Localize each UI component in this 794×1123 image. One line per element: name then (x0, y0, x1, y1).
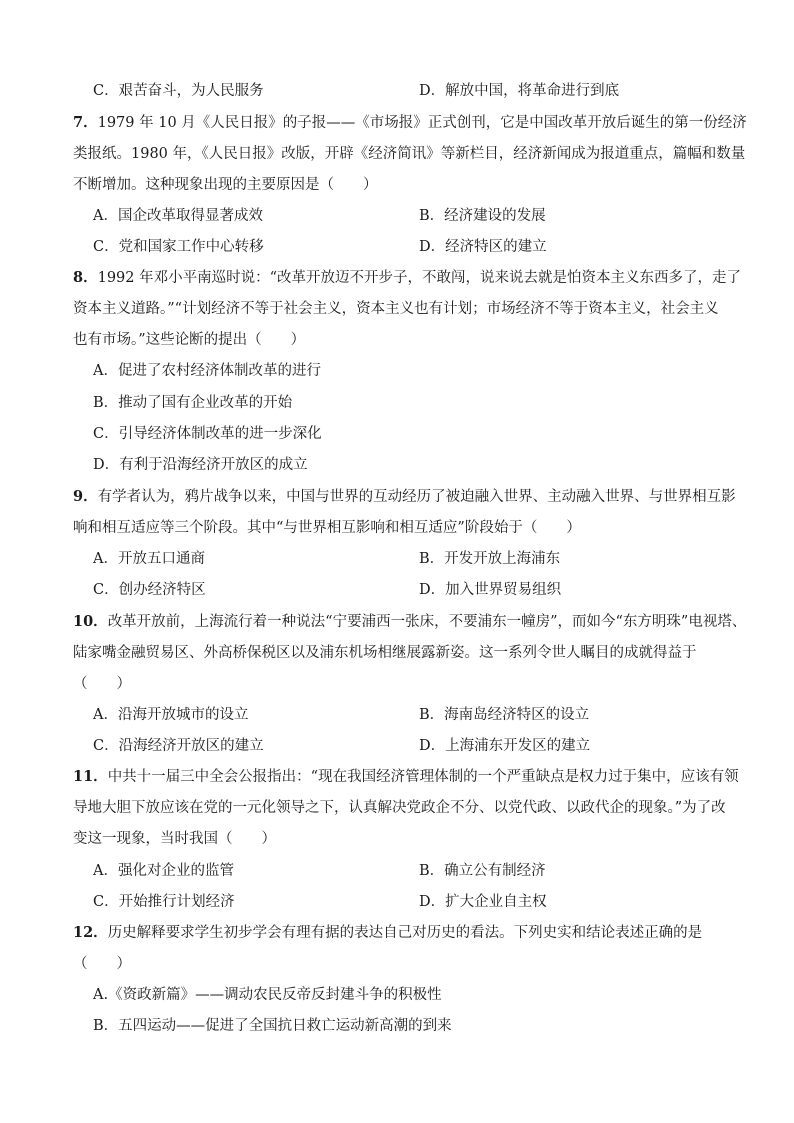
question-10-line-3: （ ） (73, 676, 131, 692)
question-7-line-1: 7．1979 年 10 月《人民日报》的子报——《市场报》正式创刊，它是中国改革开放后诞生的第一份经济 (73, 114, 747, 131)
prev-option-c: C．艰苦奋斗，为人民服务 (93, 83, 264, 99)
question-9-option-b: B．开发开放上海浦东 (419, 551, 561, 567)
question-12-option-b: B．五四运动——促进了全国抗日救亡运动新高潮的到来 (93, 1018, 452, 1034)
question-8-option-c: C．引导经济体制改革的进一步深化 (93, 426, 322, 442)
question-12-line-1: 12．历史解释要求学生初步学会有理有据的表达自己对历史的看法。下列史实和结论表述正确的是 (73, 924, 703, 941)
question-8-line-3: 也有市场。”这些论断的提出（ ） (73, 332, 306, 348)
question-9-number: 9． (73, 488, 98, 505)
question-7-number: 7． (73, 114, 98, 131)
question-7-option-c: C．党和国家工作中心转移 (93, 239, 264, 255)
question-12-line-2: （ ） (73, 956, 131, 972)
question-8-option-b: B．推动了国有企业改革的开始 (93, 395, 293, 411)
question-7-line-3: 不断增加。这种现象出现的主要原因是（ ） (73, 177, 378, 193)
question-9-option-a: A．开放五口通商 (93, 551, 205, 567)
question-8-option-a: A．促进了农村经济体制改革的进行 (93, 363, 321, 379)
question-11-option-c: C．开始推行计划经济 (93, 894, 235, 910)
question-8-option-d: D．有利于沿海经济开放区的成立 (93, 457, 308, 473)
question-9-line-2: 响和相互适应等三个阶段。其中“与世界相互影响和相互适应”阶段始于（ ） (73, 520, 581, 536)
question-8-number: 8． (73, 269, 98, 286)
question-8-line-2: 资本主义道路。”“计划经济不等于社会主义，资本主义也有计划；市场经济不等于资本主义，社会主义 (73, 301, 719, 317)
question-10-number: 10． (73, 613, 108, 630)
question-11-option-a: A．强化对企业的监管 (93, 863, 234, 879)
question-11-number: 11． (73, 768, 108, 785)
question-12-number: 12． (73, 924, 108, 941)
question-11-line-2: 导地大胆下放应该在党的一元化领导之下，认真解决党政企不分、以党代政、以政代企的现象。”为了改 (73, 800, 726, 816)
question-11-line-1: 11．中共十一届三中全会公报指出：“现在我国经济管理体制的一个严重缺点是权力过于集中，应该有领 (73, 768, 739, 785)
question-10-option-b: B．海南岛经济特区的设立 (419, 707, 590, 723)
question-9-option-d: D．加入世界贸易组织 (419, 582, 562, 598)
question-7-option-b: B．经济建设的发展 (419, 208, 546, 224)
question-12-option-a: A.《资政新篇》——调动农民反帝反封建斗争的积极性 (93, 987, 442, 1003)
question-10-line-2: 陆家嘴金融贸易区、外高桥保税区以及浦东机场相继展露新姿。这一系列令世人瞩目的成就得益于 (73, 645, 697, 661)
question-10-line-1: 10．改革开放前，上海流行着一种说法“宁要浦西一张床，不要浦东一幢房”，而如今“东方明珠”电视塔、 (73, 613, 747, 630)
question-10-option-d: D．上海浦东开发区的建立 (419, 738, 591, 754)
question-11-option-b: B．确立公有制经济 (419, 863, 546, 879)
question-11-option-d: D．扩大企业自主权 (419, 894, 547, 910)
question-7-option-d: D．经济特区的建立 (419, 239, 547, 255)
question-9-line-1: 9．有学者认为，鸦片战争以来，中国与世界的互动经历了被迫融入世界、主动融入世界、与世界相互影 (73, 488, 736, 505)
question-11-line-3: 变这一现象，当时我国（ ） (73, 831, 276, 847)
prev-option-d: D．解放中国，将革命进行到底 (419, 83, 620, 99)
question-10-option-c: C．沿海经济开放区的建立 (93, 738, 264, 754)
question-8-line-1: 8．1992 年邓小平南巡时说：“改革开放迈不开步子，不敢闯，说来说去就是怕资本主义东西多了，走了 (73, 269, 742, 286)
question-7-line-2: 类报纸。1980 年，《人民日报》改版，开辟《经济简讯》等新栏目，经济新闻成为报道重点，篇幅和数量 (73, 146, 746, 162)
question-7-option-a: A．国企改革取得显著成效 (93, 208, 263, 224)
question-9-option-c: C．创办经济特区 (93, 582, 206, 598)
question-10-option-a: A．沿海开放城市的设立 (93, 707, 249, 723)
